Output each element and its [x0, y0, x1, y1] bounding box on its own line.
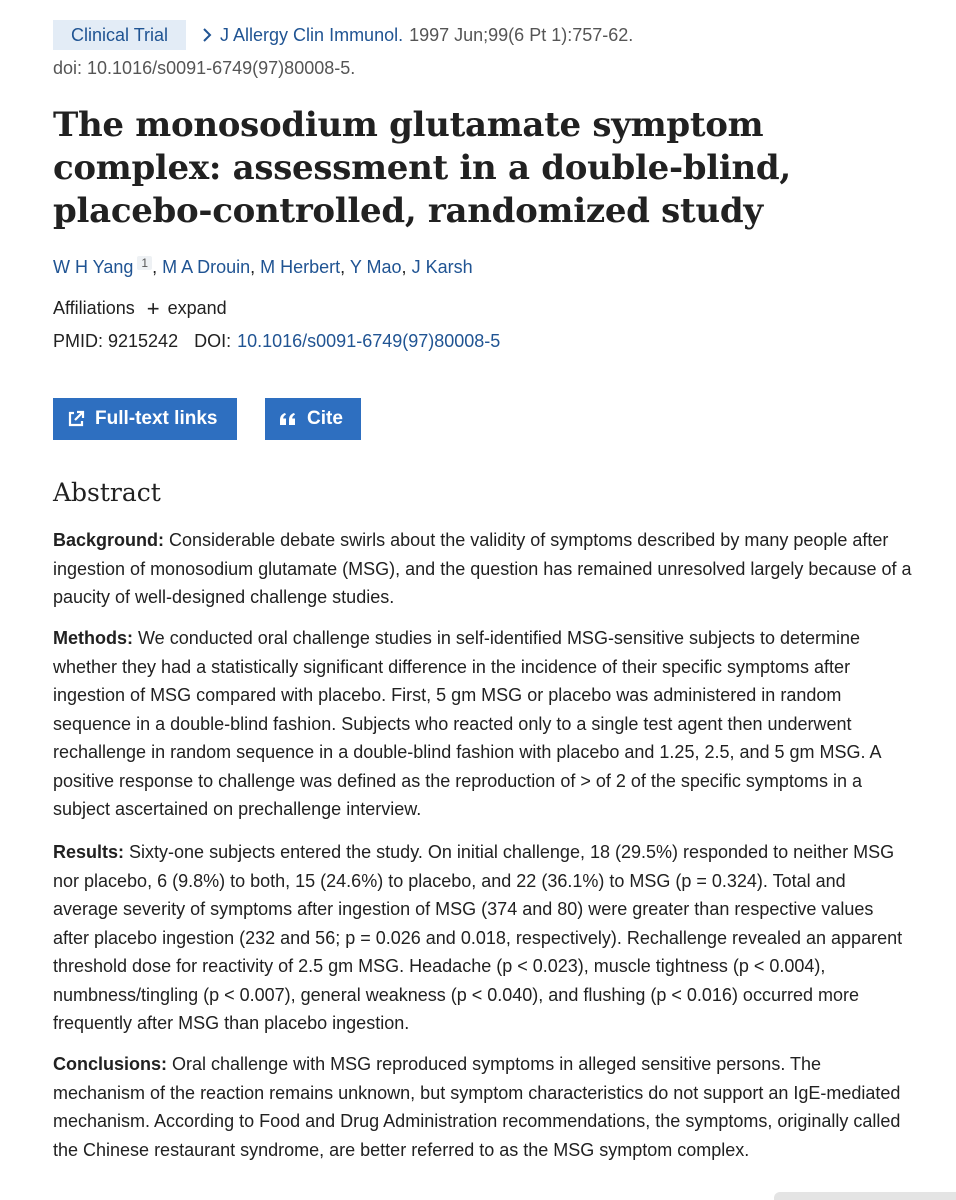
- author-link[interactable]: Y Mao: [349, 257, 402, 277]
- author-separator: ,: [152, 257, 163, 277]
- author-link[interactable]: M A Drouin: [162, 257, 251, 277]
- abstract-results: [53, 838, 913, 1038]
- full-text-links-label: Full-text links: [95, 408, 218, 429]
- doi-link[interactable]: 10.1016/s0091-6749(97)80008-5: [237, 331, 501, 351]
- quote-icon: [279, 412, 297, 426]
- journal-link[interactable]: J Allergy Clin Immunol.: [220, 24, 404, 45]
- affiliations-label: Affiliations: [53, 298, 135, 318]
- author-link[interactable]: J Karsh: [411, 257, 473, 277]
- doi-label: DOI:: [194, 331, 232, 351]
- author-separator: ,: [401, 257, 412, 277]
- scroll-indicator: [774, 1192, 956, 1200]
- doi-line: doi: 10.1016/s0091-6749(97)80008-5.: [53, 58, 356, 78]
- plus-icon: +: [146, 295, 160, 321]
- cite-button[interactable]: [265, 398, 361, 440]
- publication-type-badge: Clinical Trial: [53, 20, 186, 50]
- section-label: Background:: [53, 530, 165, 550]
- abstract-conclusions: [53, 1050, 913, 1164]
- section-text: Oral challenge with MSG reproduced symptoms in alleged sensitive persons. The mechanism of the reaction remains unknown, but symptom characteristics do not support an IgE-mediated mechanism. According to Food and Drug Administration recommendations, the symptoms, originally called the Chinese restaurant syndrome, are better referred to as the MSG symptom complex.: [53, 1054, 901, 1160]
- section-text: We conducted oral challenge studies in self-identified MSG-sensitive subjects to determine whether they had a statistically significant difference in the incidence of their specific symptoms after ingestion of MSG compared with placebo. First, 5 gm MSG or placebo was administered in random sequence in a double-blind fashion. Subjects who reacted only to a single test agent then underwent rechallenge in random sequence in a double-blind fashion with placebo and 1.25, 2.5, and 5 gm MSG. A positive response to challenge was defined as the reproduction of > of 2 of the specific symptoms in a subject ascertained on prechallenge interview.: [53, 628, 881, 819]
- section-label: Results:: [53, 842, 125, 862]
- chevron-right-icon: [200, 28, 214, 42]
- full-text-links-button[interactable]: [53, 398, 237, 440]
- expand-label: expand: [167, 298, 227, 318]
- affiliations-toggle[interactable]: [53, 295, 227, 321]
- article-title: The monosodium glutamate symptom complex: assessment in a double-blind, placebo-controlled, randomized study: [53, 105, 791, 231]
- article-identifiers: [53, 331, 500, 352]
- cite-label: Cite: [307, 408, 343, 429]
- publication-meta: [53, 20, 633, 50]
- author-separator: ,: [340, 257, 350, 277]
- external-link-icon: [67, 410, 85, 428]
- section-label: Methods:: [53, 628, 133, 648]
- section-label: Conclusions:: [53, 1054, 168, 1074]
- affiliation-marker[interactable]: 1: [137, 256, 152, 270]
- pmid: PMID: 9215242: [53, 331, 179, 351]
- abstract-methods: [53, 624, 913, 824]
- author-link[interactable]: W H Yang: [53, 257, 134, 277]
- citation-details: 1997 Jun;99(6 Pt 1):757-62.: [409, 24, 634, 45]
- abstract-background: [53, 526, 913, 612]
- section-text: Considerable debate swirls about the validity of symptoms described by many people after ingestion of monosodium glutamate (MSG), and the question has remained unresolved largely because of a paucity of well-designed challenge studies.: [53, 530, 912, 607]
- author-list: [53, 256, 473, 278]
- author-link[interactable]: M Herbert: [260, 257, 341, 277]
- abstract-heading: Abstract: [53, 478, 161, 507]
- author-separator: ,: [250, 257, 261, 277]
- section-text: Sixty-one subjects entered the study. On initial challenge, 18 (29.5%) responded to neither MSG nor placebo, 6 (9.8%) to both, 15 (24.6%) to placebo, and 22 (36.1%) to MSG (p = 0.324). Total and average severity of symptoms after ingestion of MSG (374 and 80) were greater than respective values after placebo ingestion (232 and 56; p = 0.026 and 0.018, respectively). Rechallenge revealed an apparent threshold dose for reactivity of 2.5 gm MSG. Headache (p < 0.023), muscle tightness (p < 0.004), numbness/tingling (p < 0.007), general weakness (p < 0.040), and flushing (p < 0.016) occurred more frequently after MSG than placebo ingestion.: [53, 842, 903, 1033]
